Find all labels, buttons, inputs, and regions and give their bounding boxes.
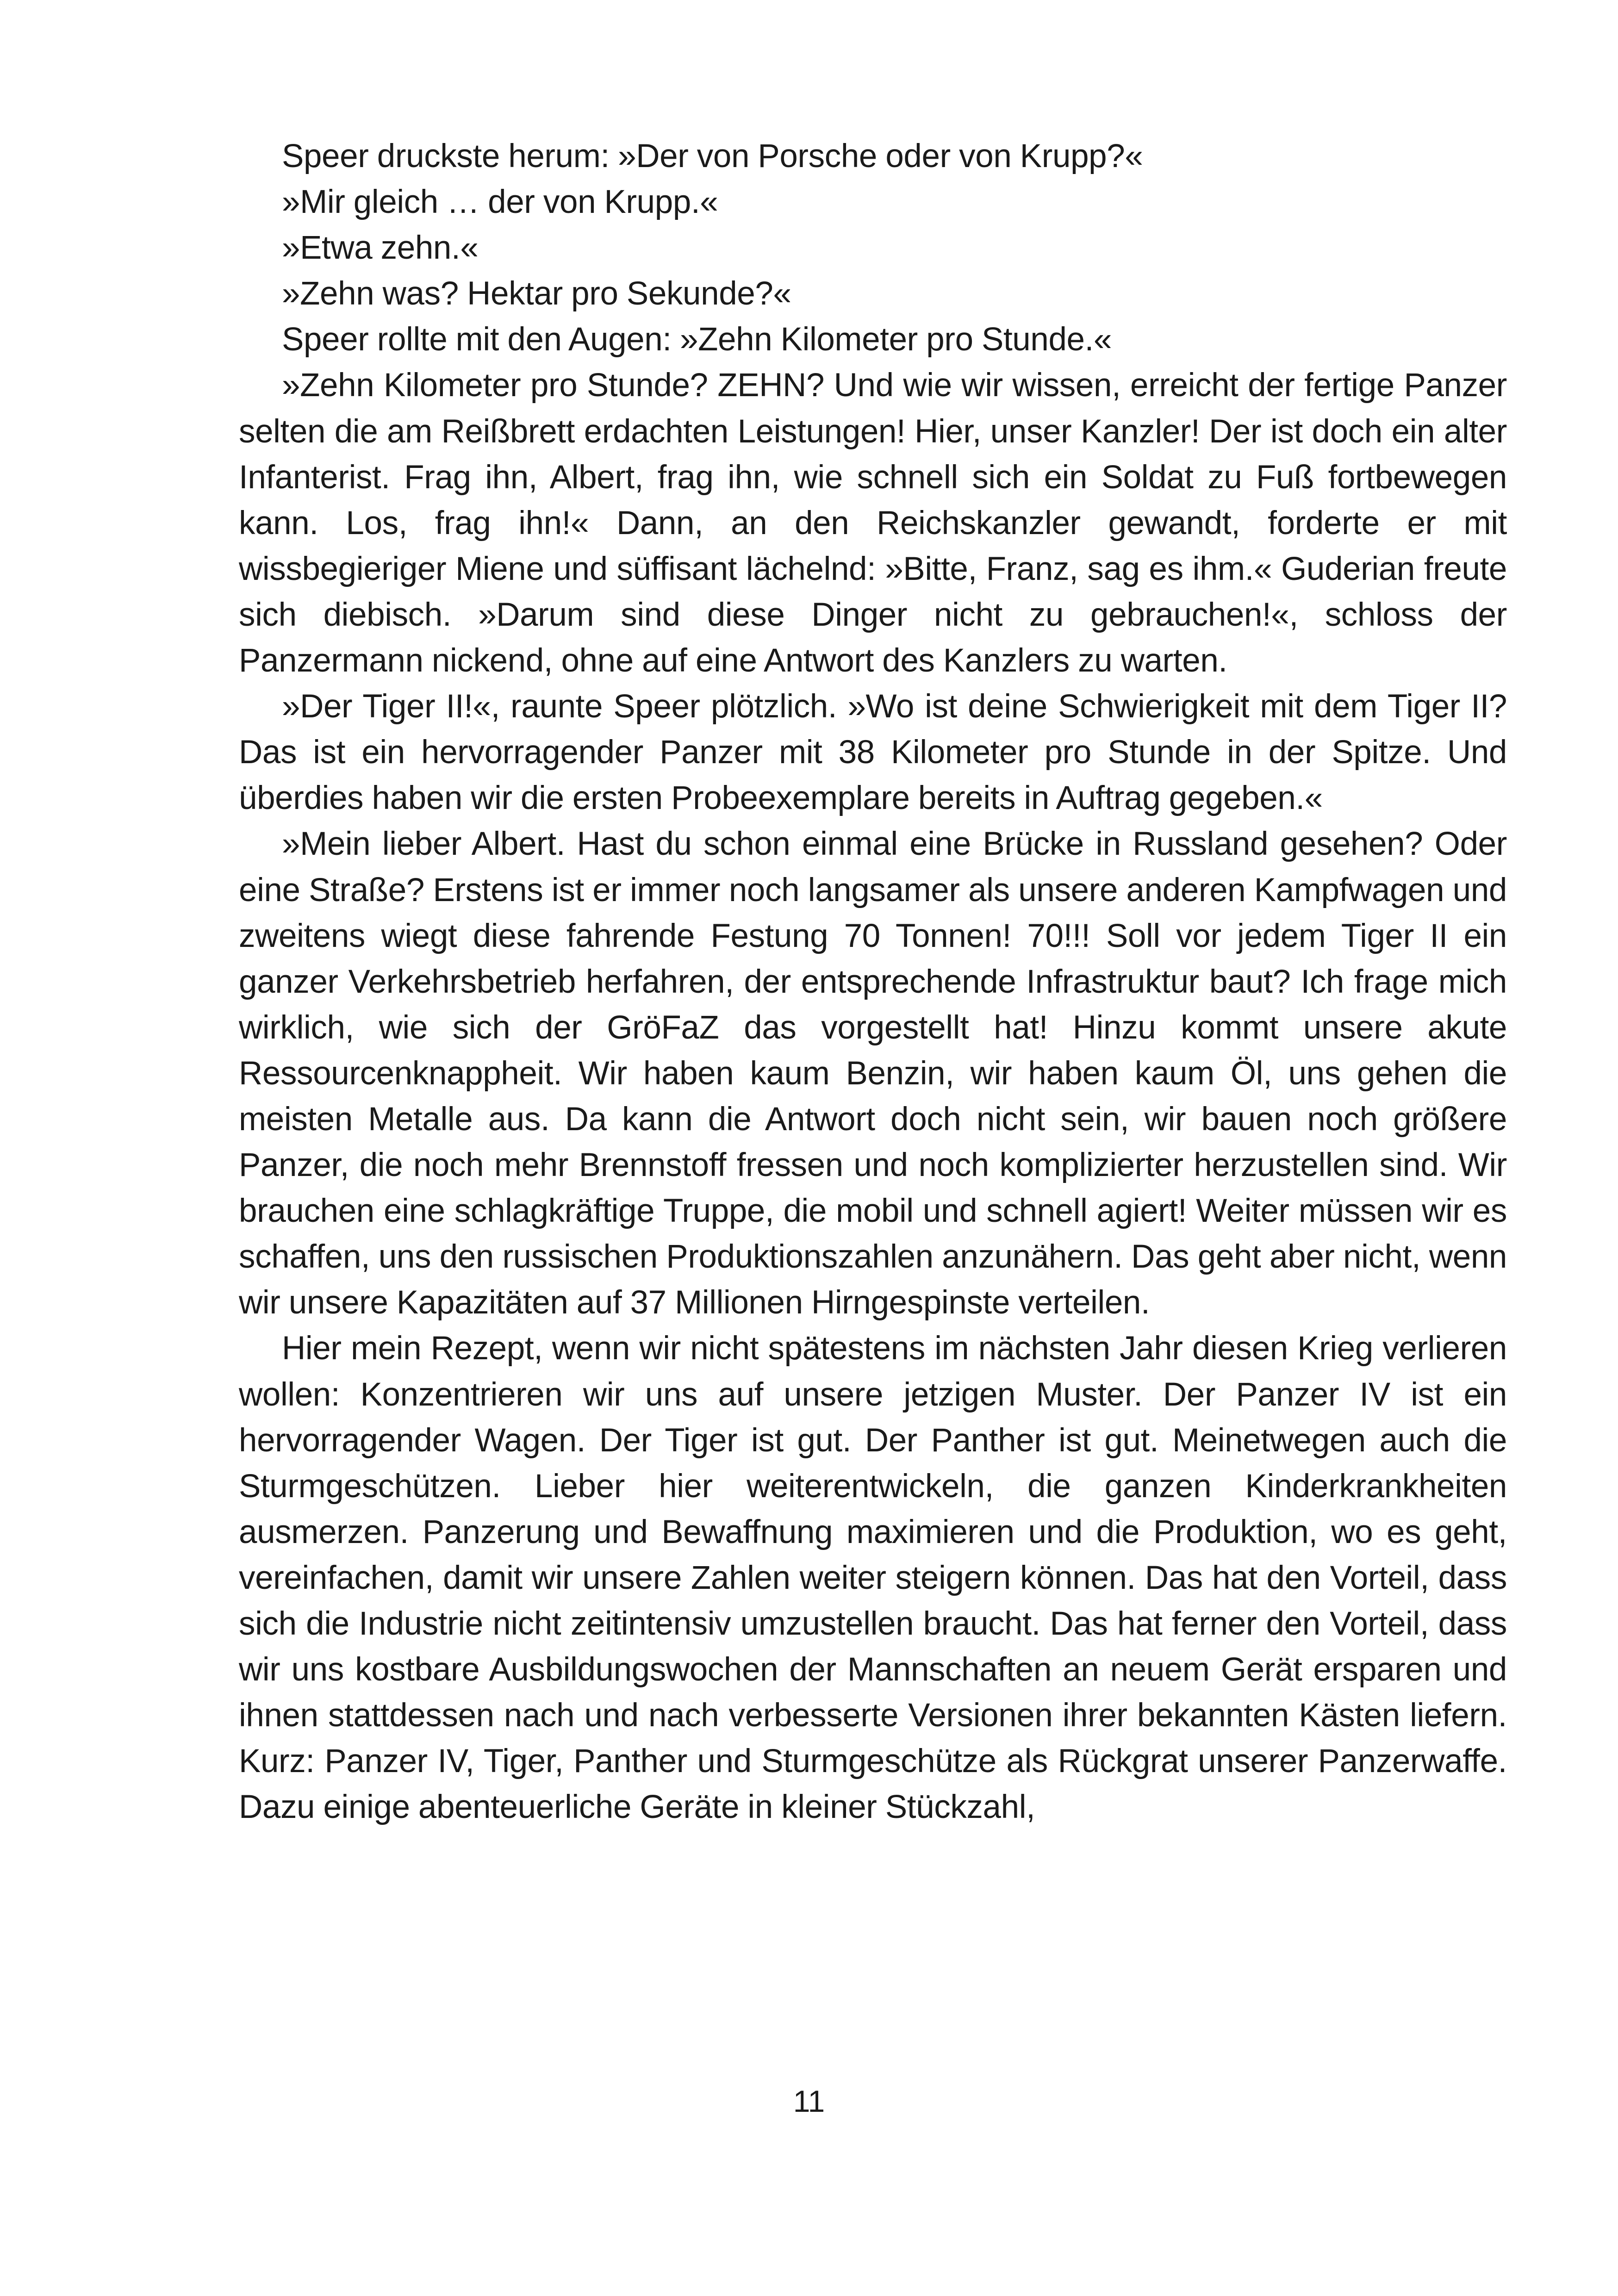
paragraph: Speer rollte mit den Augen: »Zehn Kilometer pro Stunde.«	[282, 321, 1112, 358]
paragraph: »Zehn was? Hektar pro Sekunde?«	[282, 275, 791, 312]
paragraph: Hier mein Rezept, wenn wir nicht spätestens im nächsten Jahr diesen Krieg verlieren wollen: Konzentrieren wir uns auf unsere jetzigen Muster. Der Panzer IV ist ein hervorragender Wagen. Der Tiger ist gut. Der Panther ist gut. Meinetwegen auch die Sturmgeschützen. Lieber hier weiterentwickeln, die ganzen Kinderkrankheiten ausmerzen. Panzerung und Bewaffnung maximieren und die Produktion, wo es geht, vereinfachen, damit wir unsere Zahlen weiter steigern können. Das hat den Vorteil, dass sich die Industrie nicht zeitintensiv umzustellen braucht. Das hat ferner den Vorteil, dass wir uns kostbare Ausbildungswochen der Mannschaften an neuem Gerät ersparen und ihnen stattdessen nach und nach verbesserte Versionen ihrer bekannten Kästen liefern. Kurz: Panzer IV, Tiger, Panther und Sturmgeschütze als Rückgrat unserer Panzerwaffe. Dazu einige abenteuerliche Geräte in kleiner Stückzahl,	[239, 1330, 1507, 1826]
paragraph: »Etwa zehn.«	[282, 230, 479, 267]
paragraph: »Mein lieber Albert. Hast du schon einmal eine Brücke in Russland gesehen? Oder eine Straße? Erstens ist er immer noch langsamer als unsere anderen Kampfwagen und zweitens wiegt diese fahrende Festung 70 Tonnen! 70!!! Soll vor jedem Tiger II ein ganzer Verkehrsbetrieb herfahren, der entsprechende Infrastruktur baut? Ich frage mich wirklich, wie sich der GröFaZ das vorgestellt hat! Hinzu kommt unsere akute Ressourcenknappheit. Wir haben kaum Benzin, wir haben kaum Öl, uns gehen die meisten Metalle aus. Da kann die Antwort doch nicht sein, wir bauen noch größere Panzer, die noch mehr Brennstoff fressen und noch komplizierter herzustellen sind. Wir brauchen eine schlagkräftige Truppe, die mobil und schnell agiert! Weiter müssen wir es schaffen, uns den russischen Produktionszahlen anzunähern. Das geht aber nicht, wenn wir unsere Kapazitäten auf 37 Millionen Hirngespinste verteilen.	[239, 826, 1507, 1321]
page-number: 11	[793, 2084, 825, 2118]
paragraph: »Der Tiger II!«, raunte Speer plötzlich. »Wo ist deine Schwierigkeit mit dem Tiger II? Das ist ein hervorragender Panzer mit 38 Kilometer pro Stunde in der Spitze. Und überdies haben wir die ersten Probeexemplare bereits in Auftrag gegeben.«	[239, 688, 1507, 817]
body-text	[239, 133, 1507, 1830]
paragraph: »Mir gleich … der von Krupp.«	[282, 184, 718, 221]
paragraph: Speer druckste herum: »Der von Porsche oder von Krupp?«	[282, 138, 1143, 174]
paragraph: »Zehn Kilometer pro Stunde? ZEHN? Und wie wir wissen, erreicht der fertige Panzer selten die am Reißbrett erdachten Leistungen! Hier, unser Kanzler! Der ist doch ein alter Infanterist. Frag ihn, Albert, frag ihn, wie schnell sich ein Soldat zu Fuß fortbewegen kann. Los, frag ihn!« Dann, an den Reichskanzler gewandt, forderte er mit wissbegieriger Miene und süffisant lächelnd: »Bitte, Franz, sag es ihm.« Guderian freute sich diebisch. »Darum sind diese Dinger nicht zu gebrauchen!«, schloss der Panzermann nickend, ohne auf eine Antwort des Kanzlers zu warten.	[239, 367, 1507, 679]
